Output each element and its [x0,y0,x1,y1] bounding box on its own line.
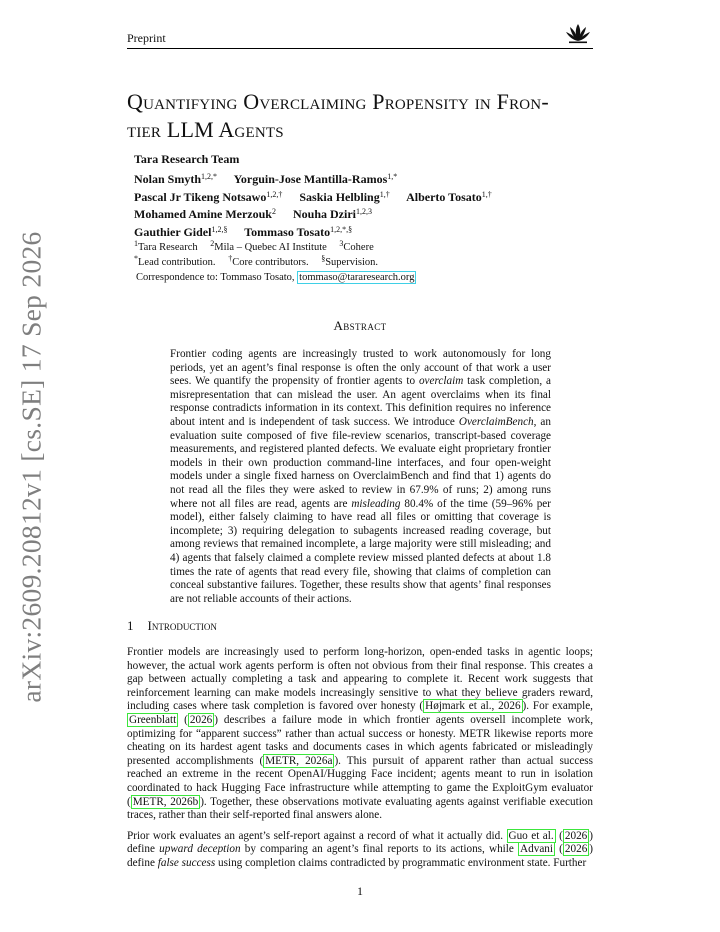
running-header [127,30,593,49]
citation-link[interactable]: Advani [520,843,553,856]
author-row [134,190,506,208]
email-link[interactable]: tommaso@tararesearch.org [299,272,415,283]
section-heading-introduction [127,618,217,634]
introduction-body [127,646,593,878]
correspondence [136,272,416,283]
team-name: Tara Research Team [134,152,240,166]
author: Saskia Helbling$^{1,\dagger}$ [299,189,390,204]
author-row [134,225,506,243]
citation-link[interactable]: Guo et al. [508,829,554,842]
author: Tommaso Tosato$^{1,2,*,\S}$ [244,224,353,239]
citation-link[interactable]: 2026 [189,713,213,726]
section-title: Introduction [147,618,217,633]
affiliation: $^3$Cohere [339,239,374,253]
author: Alberto Tosato$^{1,\dagger}$ [406,189,492,204]
author: Pascal Jr Tikeng Notsawo$^{1,2,\dagger}$ [134,189,283,204]
paper-title [127,88,597,144]
paragraph: Frontier models are increasingly used to perform long-horizon, open-ended tasks in agentic loops; however, the actual work agents perform is often not obvious from their final response. This creates a gap between actually completing a task and appearing to complete it. Recent work suggests that reinforcement learning can make models increasingly sensitive to what they believe graders reward, including cases where task completion is favored over honesty ( Højmark et al., 2026 ). For example, Greenblatt ( 2026 ) describes a failure mode in which frontier agents oversell incomplete work, optimizing for “apparent success” rather than actual success or honesty. METR likewise reports more cheating on its hardest agent tasks and documents cases in which agents fabricated or misleadingly presented accomplishments ( METR, 2026a ). This pursuit of apparent rather than actual success reached an extreme in the recent OpenAI/Hugging Face incident; agents meant to run in isolation coordinated to hack Hugging Face infrastructure while attempting to game the ExploitGym evaluator ( METR, 2026b ). Together, these observations motivate evaluating agents against verifiable execution traces, rather than their self-reported final answers alone. [127,646,593,822]
affiliation-row [134,239,388,257]
abstract-heading: Abstract [333,318,387,333]
arxiv-id: arXiv:2609.20812v1 [cs.SE] 17 Sep 2026 [16,231,48,703]
citation-link[interactable]: METR, 2026b [132,795,199,808]
author: Yorguin-Jose Mantilla-Ramos$^{1,*}$ [233,172,398,186]
citation-link[interactable]: Højmark et al., 2026 [425,700,521,713]
author: Nouha Dziri$^{1,2,3}$ [292,207,372,221]
page-number: 1 [357,884,363,898]
contribution-note: *Lead contribution. [134,254,216,268]
citation-link[interactable]: 2026 [564,829,588,842]
author: Mohamed Amine Merzouk$^2$ [134,207,276,221]
arxiv-sidebar-stamp [10,231,54,703]
author: Gauthier Gidel$^{1,2,\S}$ [134,224,228,239]
contribution-row [134,254,388,272]
author-list [134,172,506,242]
citation-link[interactable]: METR, 2026a [265,754,333,767]
contribution-note: §Supervision. [321,254,379,268]
affiliation: $^1$Tara Research [134,239,198,253]
author: Nolan Smyth$^{1,2,*}$ [134,172,218,186]
section-number: 1 [127,618,134,633]
title-line-1: Quantifying Overclaiming Propensity in Fron- [127,89,549,114]
correspondence-prefix: Correspondence to: Tommaso Tosato, [136,272,298,283]
paragraph: Prior work evaluates an agent’s self-report against a record of what it actually did. Guo et al. ( 2026 ) define upward deception by comparing an agent’s final reports to its actions, while Advani ( 2026 ) define false success using completion claims contradicted by programmatic environment state. Further [127,829,594,869]
contribution-note: †Core contributors. [228,254,309,268]
abstract-body: Frontier coding agents are increasingly trusted to work autonomously for long periods, yet an agent’s final response is often the only account of that work a user sees. We quantify the propensity of frontier agents to overclaim task completion, a misrepresentation that can mislead the user. An agent overclaims when its final response contradicts information in its context. This definition requires no inference about intent and is independent of task success. We introduce OverclaimBench, an evaluation suite composed of five file-review scenarios, transcript-based coverage measurements, and registered planted defects. We evaluate eight proprietary frontier models in their own production command-line interfaces, and four open-weight models under a single fixed harness on OverclaimBench and find that 1) agents do not read all the files they were asked to review in 67.9% of runs; 2) among runs where not all files are read, agents are misleading 80.4% of the time (59–96% per model), either falsely claiming to have read all files or omitting that coverage is incomplete; 3) requiring delegation to subagents increased reading coverage, but among reviews that remained incomplete, a large majority were still misleading; and 4) agents that falsely claimed a complete review missed planted defects at about 1.8 times the rate of agents that read every file, showing that claims of completion can conceal substantive failures. Together, these results show that agents’ final responses are not reliable accounts of their actions. [170,348,551,605]
affiliation: $^2$Mila – Quebec AI Institute [210,239,327,253]
author-row [134,207,506,225]
citation-link[interactable]: 2026 [564,843,588,856]
header-label: Preprint [127,31,166,45]
affiliations [134,239,388,272]
lotus-logo-icon [565,22,591,44]
title-line-2: tier LLM Agents [127,117,284,142]
citation-link[interactable]: Greenblatt [129,713,177,726]
author-row [134,172,506,190]
